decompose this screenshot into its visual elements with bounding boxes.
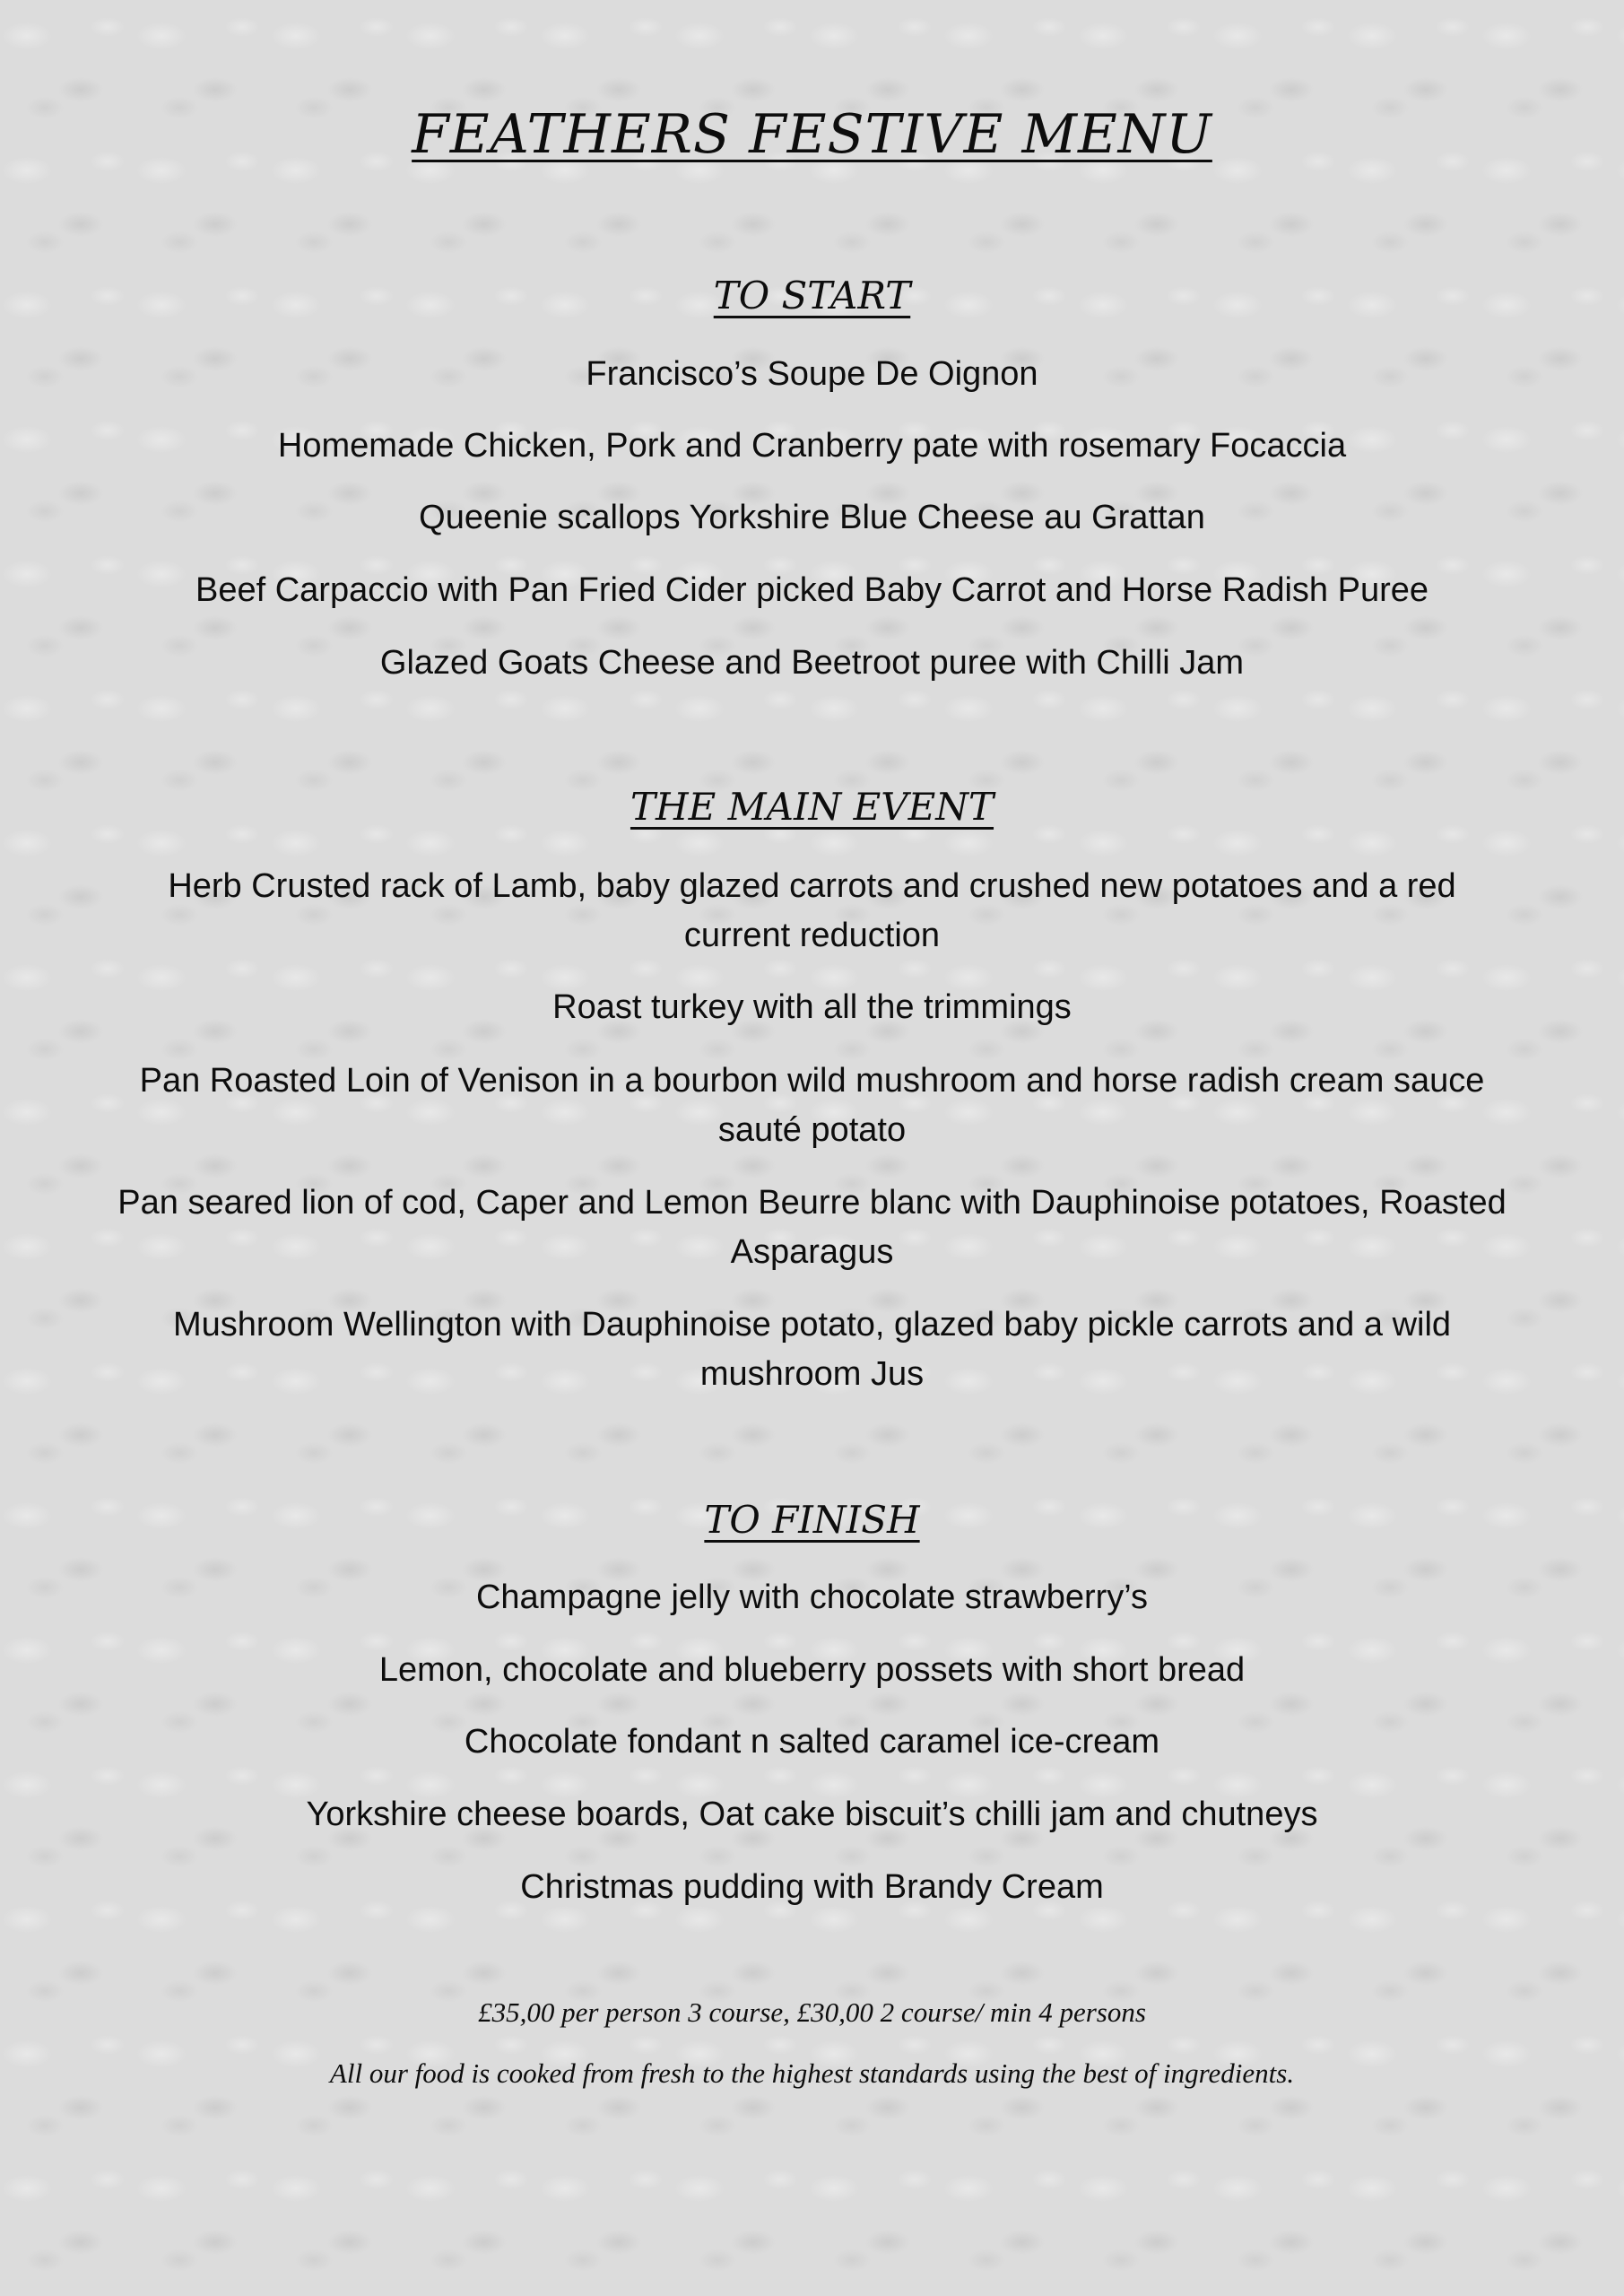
menu-item: Roast turkey with all the trimmings <box>552 988 1072 1026</box>
menu-item: Francisco’s Soupe De Oignon <box>586 355 1038 393</box>
menu-item: Beef Carpaccio with Pan Fried Cider picked Baby Carrot and Horse Radish Puree <box>195 571 1429 609</box>
fresh-food-note: All our food is cooked from fresh to the highest standards using the best of ingredients. <box>329 2057 1295 2089</box>
menu-title-text: FEATHERS FESTIVE MENU <box>412 103 1212 166</box>
menu-item: Homemade Chicken, Pork and Cranberry pate with rosemary Focaccia <box>277 427 1347 465</box>
price-info: £35,00 per person 3 course, £30,00 2 course/ min 4 persons <box>478 1996 1146 2028</box>
menu-title <box>0 99 1624 170</box>
section-heading-to-start: TO START <box>713 274 911 317</box>
menu-item: Queenie scallops Yorkshire Blue Cheese au Grattan <box>419 499 1205 536</box>
section-heading-main-event: THE MAIN EVENT <box>630 785 994 829</box>
menu-item: Mushroom Wellington with Dauphinoise potato, glazed baby pickle carrots and a wild mushroom Jus <box>172 1306 1452 1393</box>
menu-item: Chocolate fondant n salted caramel ice-cream <box>464 1723 1160 1761</box>
menu-item: Lemon, chocolate and blueberry possets with short bread <box>378 1651 1246 1689</box>
menu-item: Yorkshire cheese boards, Oat cake biscuit’s chilli jam and chutneys <box>306 1796 1318 1833</box>
menu-item: Pan seared lion of cod, Caper and Lemon Beurre blanc with Dauphinoise potatoes, Roasted Asparagus <box>117 1184 1507 1271</box>
menu-item: Champagne jelly with chocolate strawberry’s <box>475 1578 1149 1616</box>
menu-item: Glazed Goats Cheese and Beetroot puree with Chilli Jam <box>379 644 1245 682</box>
menu-item: Pan Roasted Loin of Venison in a bourbon wild mushroom and horse radish cream sauce sauté potato <box>139 1062 1485 1149</box>
section-heading-to-finish: TO FINISH <box>704 1498 920 1542</box>
menu-item: Christmas pudding with Brandy Cream <box>520 1868 1104 1906</box>
menu-item: Herb Crusted rack of Lamb, baby glazed carrots and crushed new potatoes and a red current reduction <box>168 867 1456 954</box>
